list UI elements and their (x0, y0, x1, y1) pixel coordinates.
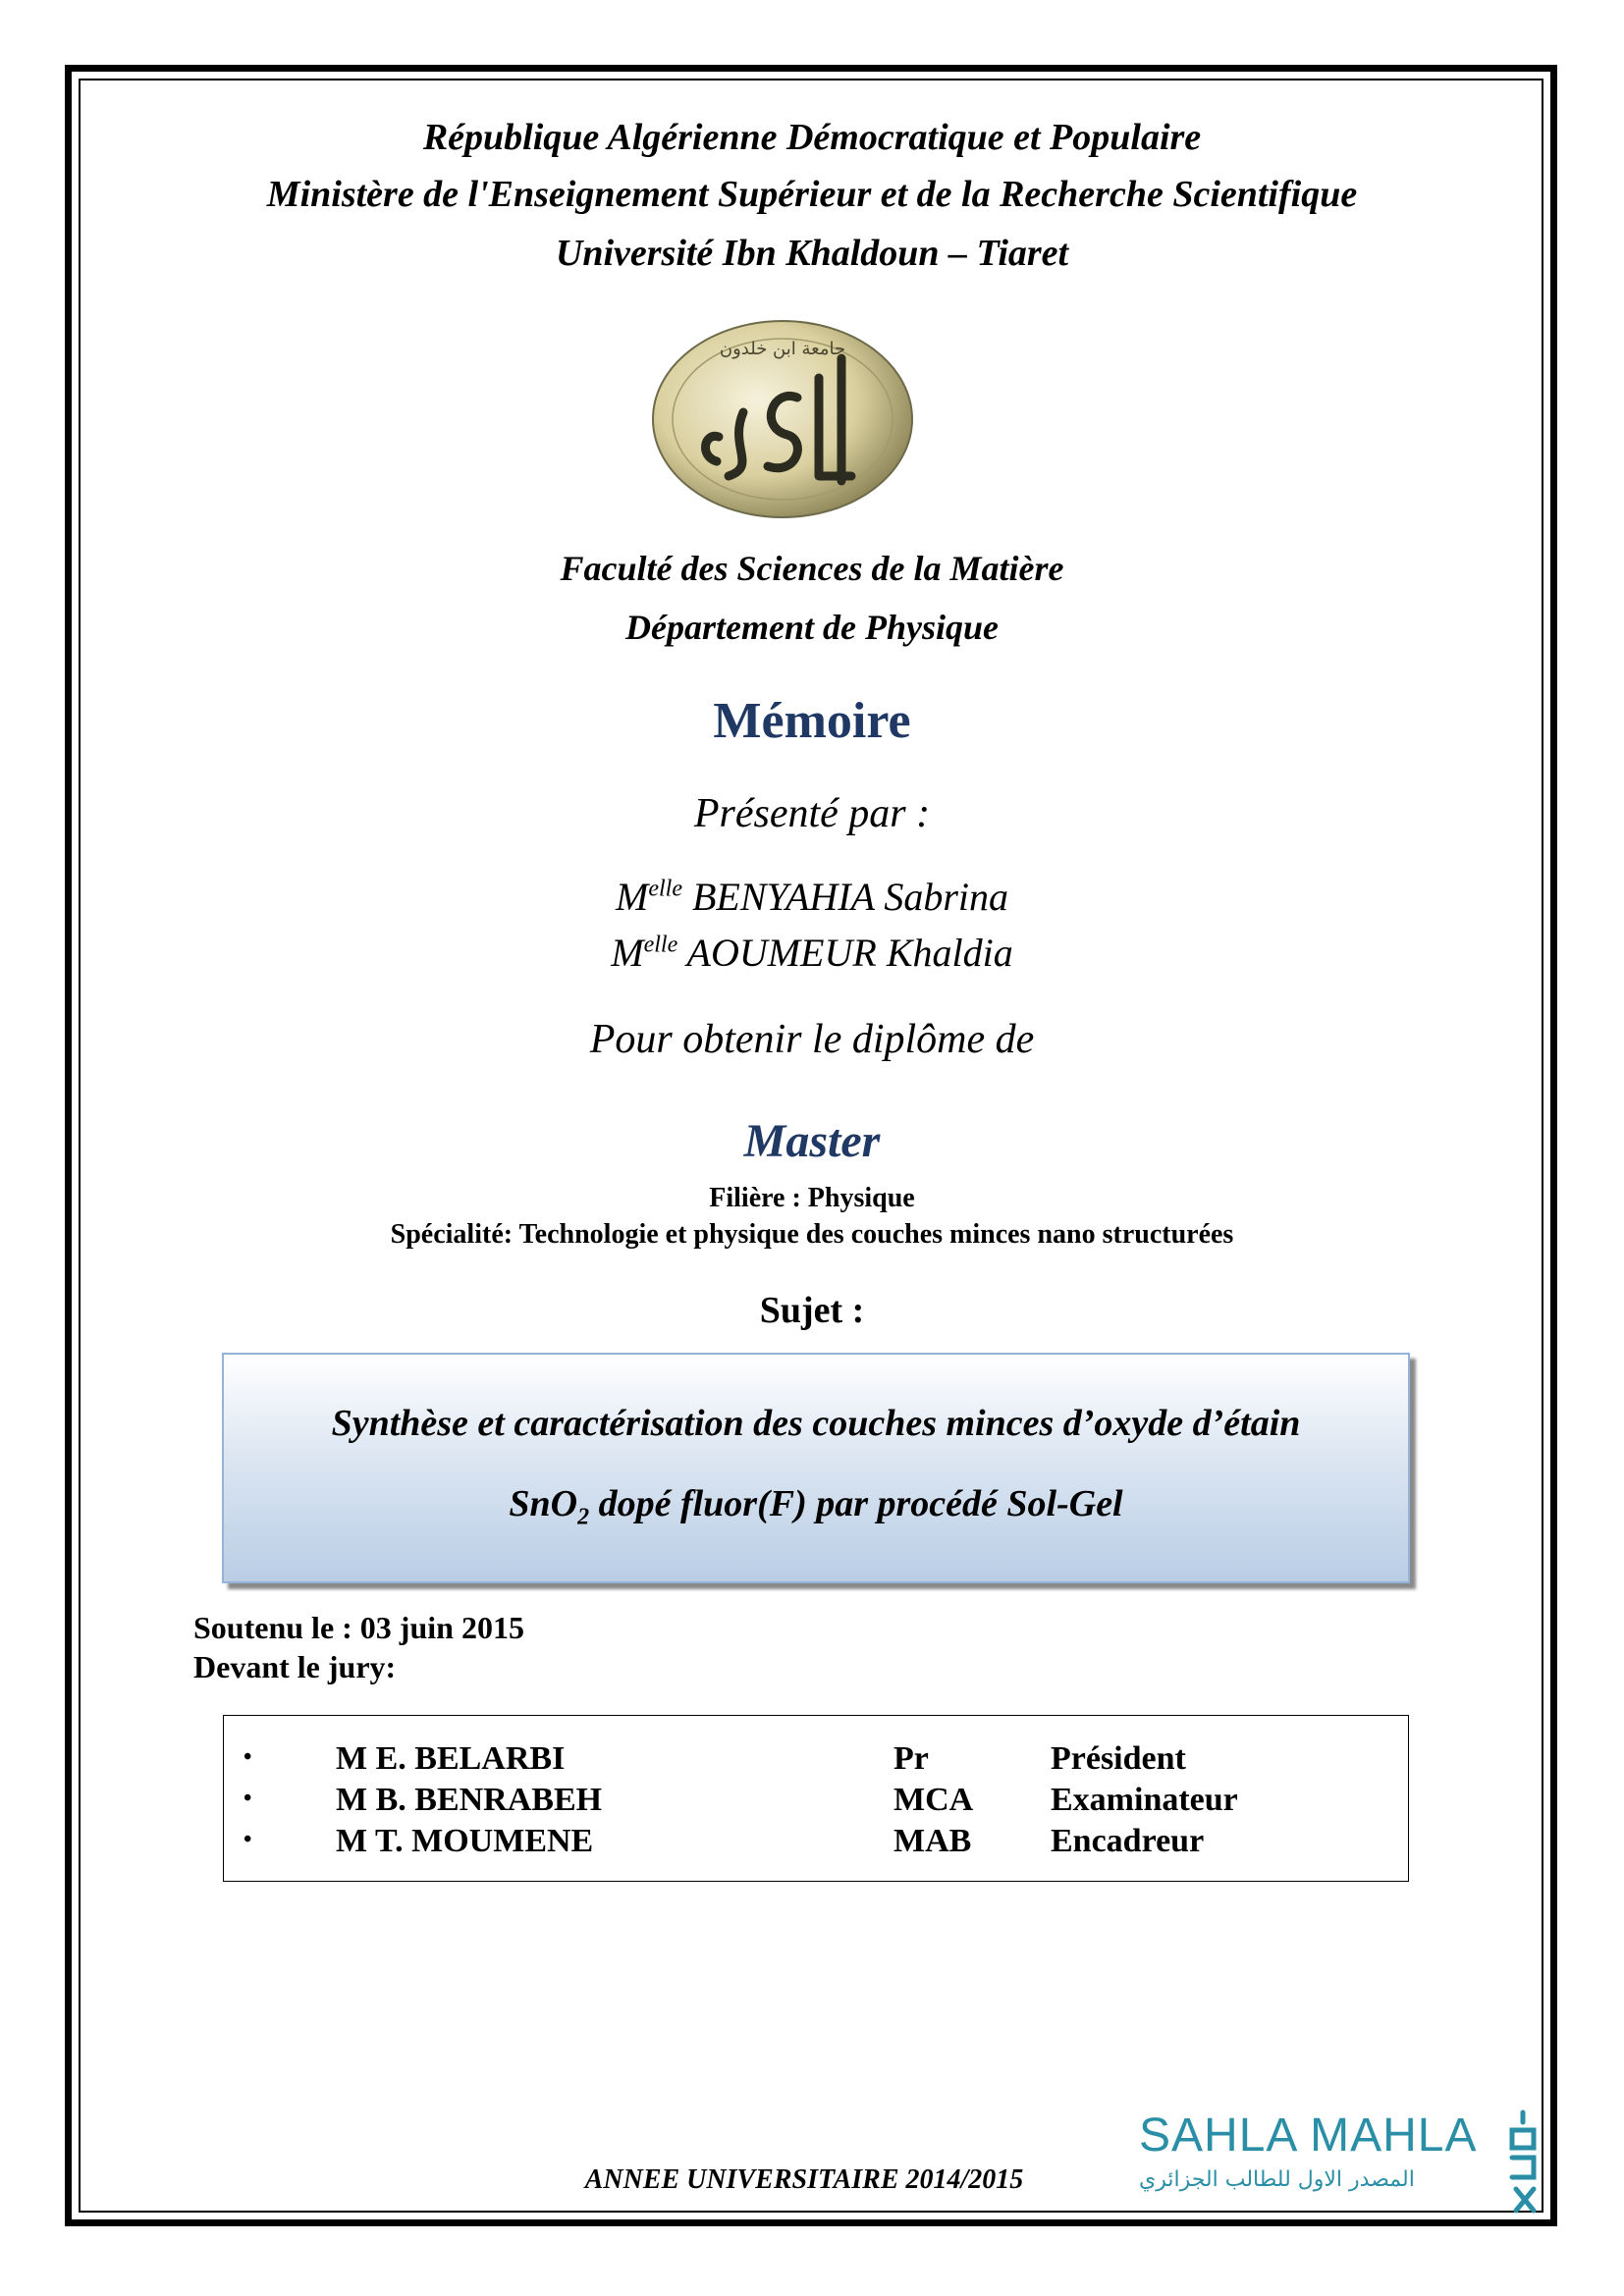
seal-inscription: جامعة ابن خلدون (719, 339, 846, 359)
filiere-line: Filière : Physique (709, 1183, 915, 1213)
author-1-sup: elle (648, 876, 682, 902)
sujet-line-2-rest: dopé fluor(F) par procédé Sol-Gel (589, 1483, 1123, 1524)
author-2-sup: elle (643, 932, 678, 958)
author-2-name: AOUMEUR Khaldia (686, 931, 1013, 975)
sahla-mahla-logo-icon (1504, 2109, 1542, 2216)
sujet-formula-sub: 2 (577, 1504, 590, 1530)
jury-label: Devant le jury: (193, 1649, 397, 1684)
jury-name: M B. BENRABEH (336, 1782, 603, 1818)
bullet: • (244, 1786, 252, 1811)
table-row (224, 1740, 1408, 1780)
jury-name: M T. MOUMENE (336, 1823, 594, 1859)
jury-role: Encadreur (1051, 1823, 1205, 1859)
watermark (1139, 2109, 1542, 2216)
republic-heading: République Algérienne Démocratique et Populaire (422, 117, 1202, 158)
jury-grade: Pr (893, 1740, 929, 1777)
memoire-title: Mémoire (713, 693, 911, 749)
table-row (224, 1782, 1408, 1821)
sujet-box (222, 1353, 1410, 1583)
diploma-title: Master (743, 1115, 881, 1167)
academic-year: ANNEE UNIVERSITAIRE 2014/2015 (584, 2164, 1024, 2195)
author-2-title: M (611, 931, 644, 975)
faculty-heading: Faculté des Sciences de la Matière (560, 549, 1064, 588)
author-2 (0, 930, 1624, 976)
jury-name: M E. BELARBI (336, 1740, 566, 1777)
sujet-line-1: Synthèse et caractérisation des couches minces d’oxyde d’étain (331, 1403, 1301, 1444)
ministry-heading: Ministère de l'Enseignement Supérieur et de la Recherche Scientifique (266, 174, 1358, 215)
department-heading: Département de Physique (625, 608, 999, 647)
bullet: • (244, 1744, 252, 1770)
sujet-label: Sujet : (759, 1290, 865, 1331)
university-heading: Université Ibn Khaldoun – Tiaret (555, 233, 1069, 274)
author-1-title: M (616, 875, 649, 919)
bullet: • (244, 1827, 252, 1852)
jury-grade: MCA (893, 1782, 974, 1818)
author-1-name: BENYAHIA Sabrina (691, 875, 1008, 919)
jury-role: Président (1051, 1740, 1186, 1777)
jury-table (223, 1715, 1409, 1882)
brand-tagline: المصدر الاول للطالب الجزائري (1139, 2167, 1415, 2192)
brand-name: SAHLA MAHLA (1139, 2109, 1478, 2162)
sujet-formula: SnO (509, 1483, 578, 1524)
sujet-line-2 (224, 1482, 1408, 1531)
table-row (224, 1823, 1408, 1862)
diploma-intro: Pour obtenir le diplôme de (589, 1017, 1035, 1062)
jury-role: Examinateur (1051, 1782, 1238, 1818)
jury-grade: MAB (893, 1823, 972, 1859)
specialite-line: Spécialité: Technologie et physique des couches minces nano structurées (390, 1219, 1234, 1250)
university-seal-icon (650, 319, 915, 520)
author-1 (0, 874, 1624, 920)
defense-date: Soutenu le : 03 juin 2015 (193, 1610, 524, 1645)
presented-by: Présenté par : (693, 791, 931, 836)
